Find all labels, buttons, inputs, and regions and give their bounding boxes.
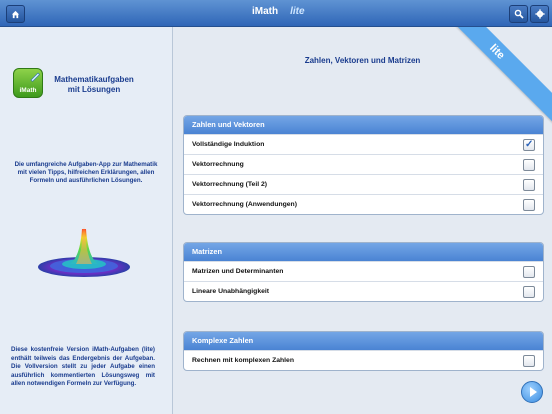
- settings-button[interactable]: [530, 5, 549, 23]
- list-item[interactable]: [184, 194, 543, 214]
- list-item[interactable]: [184, 154, 543, 174]
- page-title: Zahlen, Vektoren und Matrizen: [304, 56, 421, 65]
- intro-text: Die umfangreiche Aufgaben-App zur Mathematik mit vielen Tipps, hilfreichen Erklärungen, allen Formeln und ausführlichen Lösungen.: [14, 161, 158, 184]
- checkbox[interactable]: [523, 266, 535, 278]
- list-item[interactable]: [184, 281, 543, 301]
- next-button[interactable]: [521, 381, 543, 403]
- version-note: Diese kostenfreie Version iMath-Aufgaben (lite) enthält teilweis das Endergebnis der Aufgeban. Die Vollversion stellt zu jeder Aufgabe einen ausführlich kommentierten Lösungsweg mit allen notwendigen Formeln zur Verfügung.: [11, 346, 155, 387]
- item-label: Lineare Unabhängigkeit: [192, 288, 270, 295]
- home-button[interactable]: [6, 5, 25, 23]
- section-header: Matrizen: [184, 243, 543, 261]
- checkbox[interactable]: [523, 286, 535, 298]
- info-panel: [0, 27, 173, 414]
- section-komplexe-zahlen: [183, 331, 544, 371]
- list-item[interactable]: [184, 350, 543, 370]
- list-item[interactable]: [184, 174, 543, 194]
- lite-badge: lite: [290, 6, 305, 17]
- search-button[interactable]: [509, 5, 528, 23]
- checkbox[interactable]: [523, 159, 535, 171]
- item-label: Vektorrechnung (Teil 2): [192, 181, 268, 188]
- lite-ribbon: lite: [423, 27, 552, 126]
- topic-panel: [173, 27, 552, 414]
- item-label: Matrizen und Determinanten: [192, 268, 284, 275]
- list-item[interactable]: [184, 134, 543, 154]
- gear-icon: [535, 9, 545, 19]
- checkbox[interactable]: [523, 179, 535, 191]
- section-header: Zahlen und Vektoren: [184, 116, 543, 134]
- search-icon: [514, 9, 524, 19]
- app-heading: Mathematikaufgaben mit Lösungen: [54, 75, 134, 94]
- item-label: Rechnen mit komplexen Zahlen: [192, 357, 294, 364]
- pencil-icon: [29, 70, 41, 82]
- list-item[interactable]: [184, 261, 543, 281]
- checkbox[interactable]: [523, 139, 535, 151]
- checkbox[interactable]: [523, 355, 535, 367]
- item-label: Vektorrechnung: [192, 161, 244, 168]
- home-icon: [11, 10, 20, 19]
- app-name: iMath: [252, 6, 279, 17]
- section-zahlen-und-vektoren: [183, 115, 544, 215]
- app-title: [252, 6, 305, 17]
- section-header: Komplexe Zahlen: [184, 332, 543, 350]
- 3d-surface-plot: [36, 223, 132, 283]
- item-label: Vollständige Induktion: [192, 141, 265, 148]
- section-matrizen: [183, 242, 544, 302]
- logo-text: iMath: [19, 87, 37, 94]
- app-logo: [13, 68, 43, 98]
- top-bar: [0, 0, 552, 27]
- checkbox[interactable]: [523, 199, 535, 211]
- item-label: Vektorrechnung (Anwendungen): [192, 201, 297, 208]
